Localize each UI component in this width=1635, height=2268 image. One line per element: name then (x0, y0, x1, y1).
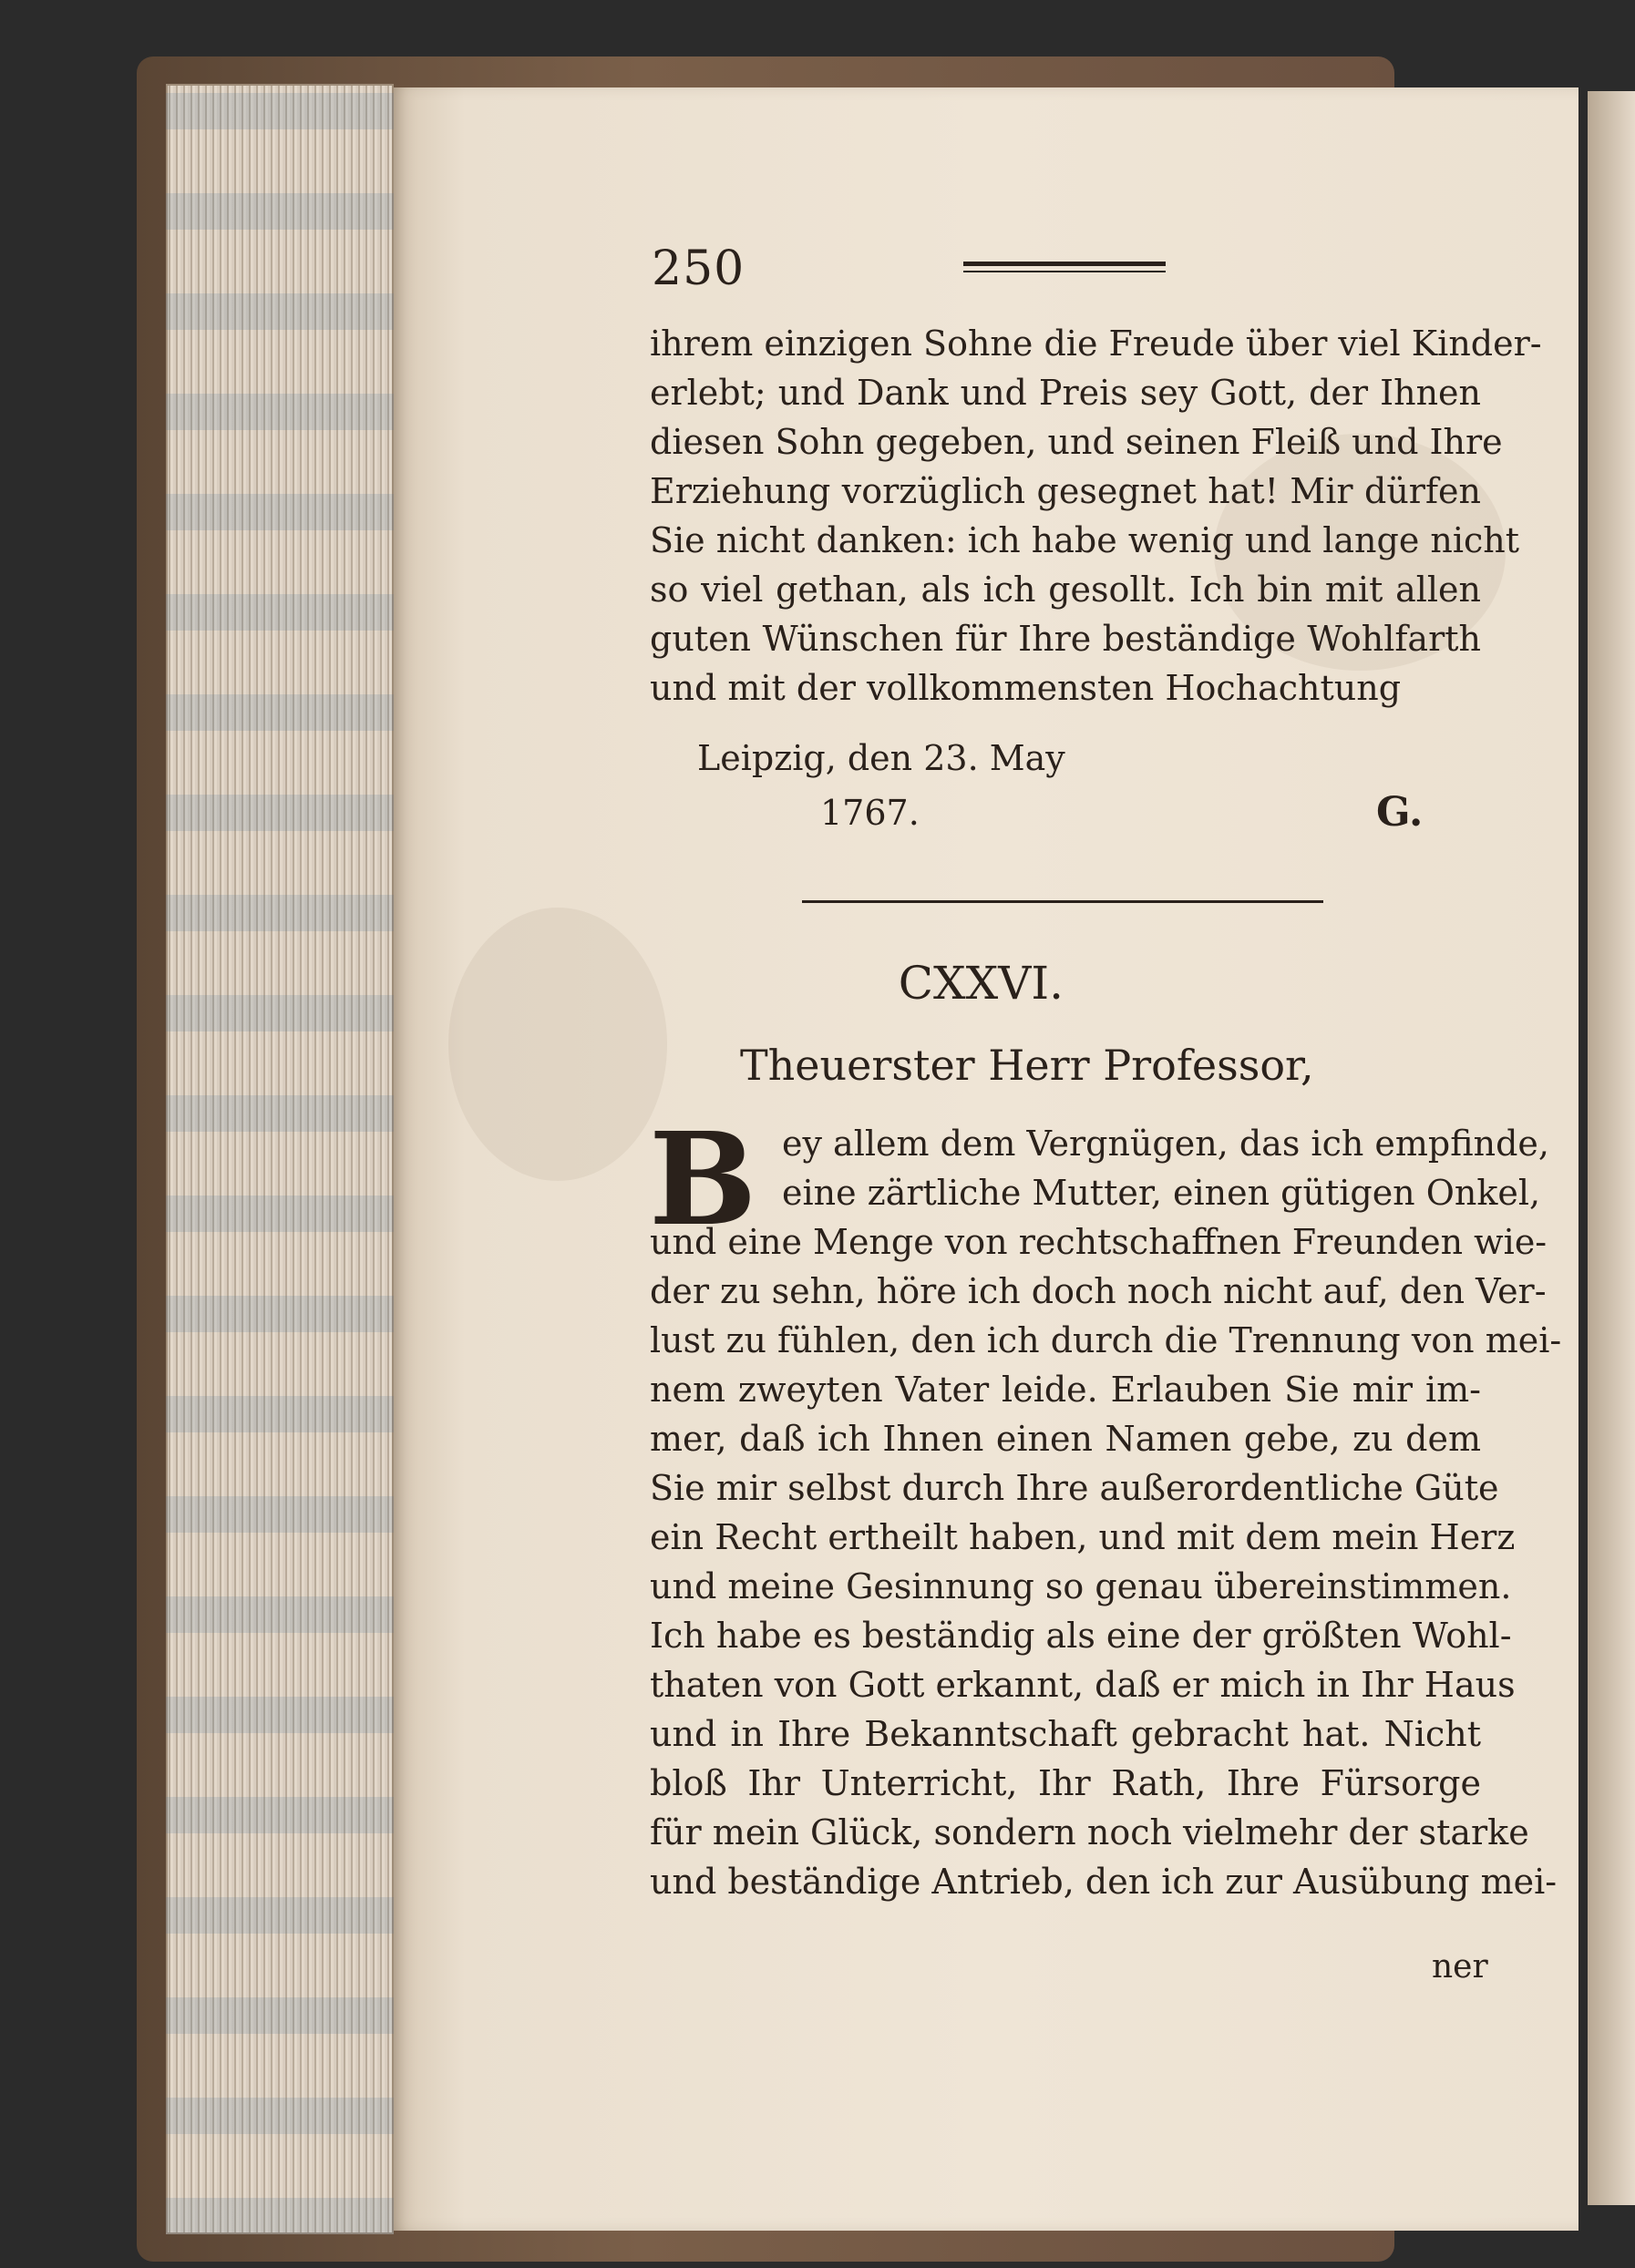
text-line: ein Recht ertheilt haben, und mit dem mein Herz (650, 1517, 1516, 1557)
text-line: erlebt; und Dank und Preis sey Gott, der Ihnen (650, 373, 1481, 413)
catchword: ner (1432, 1948, 1488, 1986)
text-line: Sie nicht danken: ich habe wenig und lange nicht (650, 520, 1520, 560)
text-line: und mit der vollkommensten Hochachtung (650, 668, 1402, 708)
header-rule (963, 262, 1166, 266)
drop-cap: B (649, 1105, 757, 1255)
page-edges (166, 84, 394, 2234)
text-line: guten Wünschen für Ihre beständige Wohlfarth (650, 619, 1481, 659)
text-line: lust zu fühlen, den ich durch die Trennung von mei- (650, 1320, 1562, 1360)
closing-year: 1767. (820, 793, 920, 833)
header-rule-thin (963, 271, 1166, 272)
text-line: und meine Gesinnung so genau übereinstimmen. (650, 1566, 1512, 1606)
text-line: thaten von Gott erkannt, daß er mich in Ihr Haus (650, 1665, 1516, 1705)
salutation: Theuerster Herr Professor, (740, 1041, 1314, 1090)
closing-place-date: Leipzig, den 23. May (697, 738, 1065, 778)
text-line: bloß Ihr Unterricht, Ihr Rath, Ihre Fürsorge (650, 1763, 1481, 1803)
text-line: nem zweyten Vater leide. Erlauben Sie mir im- (650, 1370, 1481, 1410)
page-number: 250 (652, 241, 746, 296)
text-line: diesen Sohn gegeben, und seinen Fleiß und Ihre (650, 422, 1503, 462)
section-divider (802, 900, 1323, 903)
text-line: ihrem einzigen Sohne die Freude über viel Kinder- (650, 323, 1542, 364)
text-line: Sie mir selbst durch Ihre außerordentliche Güte (650, 1468, 1499, 1508)
text-line: ey allem dem Vergnügen, das ich empfinde, (782, 1124, 1549, 1164)
text-line: Ich habe es beständig als eine der größten Wohl- (650, 1616, 1512, 1656)
text-line: und beständige Antrieb, den ich zur Ausübung mei- (650, 1862, 1558, 1902)
text-line: eine zärtliche Mutter, einen gütigen Onkel, (782, 1173, 1541, 1213)
letter-number-row (0, 957, 1635, 1010)
facing-page-edge (1588, 91, 1635, 2205)
letter-number: CXXVI. (898, 957, 1064, 1010)
text-line: mer, daß ich Ihnen einen Namen gebe, zu dem (650, 1419, 1481, 1459)
text-line: so viel gethan, als ich gesollt. Ich bin mit allen (650, 570, 1481, 610)
text-line: und eine Menge von rechtschaffnen Freunden wie- (650, 1222, 1548, 1262)
closing-signature-initial: G. (1376, 789, 1424, 836)
text-line: der zu sehn, höre ich doch noch nicht auf, den Ver- (650, 1271, 1547, 1311)
text-line: und in Ihre Bekanntschaft gebracht hat. Nicht (650, 1714, 1481, 1754)
text-line: für mein Glück, sondern noch vielmehr der starke (650, 1812, 1529, 1852)
text-line: Erziehung vorzüglich gesegnet hat! Mir dürfen (650, 471, 1481, 511)
